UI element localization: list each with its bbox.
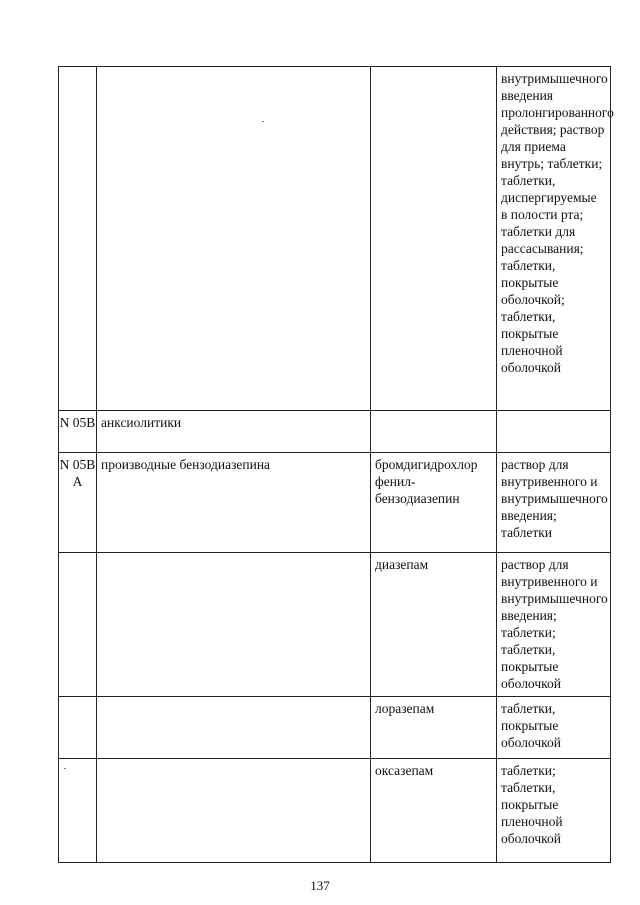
atc-code-cell — [59, 759, 97, 863]
table-row — [59, 759, 611, 863]
group-name-cell: производные бензодиазепина — [97, 453, 371, 553]
atc-code-cell: N 05B A — [59, 453, 97, 553]
dosage-forms-cell: раствор для внутривенного и внутримышечного введения; таблетки — [497, 453, 611, 553]
atc-code-cell: N 05B — [59, 411, 97, 453]
drug-name-cell: лоразепам — [371, 697, 497, 759]
dosage-forms-cell: раствор для внутривенного и внутримышечного введения; таблетки; таблетки, покрытые оболочкой — [497, 553, 611, 697]
table-row — [59, 697, 611, 759]
atc-code-cell — [59, 67, 97, 411]
drug-name-cell — [371, 411, 497, 453]
table-row — [59, 411, 611, 453]
drug-name-cell — [371, 67, 497, 411]
atc-code-cell — [59, 553, 97, 697]
medication-table — [58, 66, 614, 863]
drug-name-cell: диазепам — [371, 553, 497, 697]
group-name-cell — [97, 553, 371, 697]
dosage-forms-cell: таблетки, покрытые оболочкой — [497, 697, 611, 759]
scan-speck — [64, 768, 66, 769]
drug-name-cell: бромдигидрохлор фенил- бензодиазепин — [371, 453, 497, 553]
table-row — [59, 553, 611, 697]
group-name-cell — [97, 697, 371, 759]
table-row — [59, 67, 611, 411]
group-name-cell: анксиолитики — [97, 411, 371, 453]
group-name-cell — [97, 759, 371, 863]
table-row — [59, 453, 611, 553]
atc-code-cell — [59, 697, 97, 759]
dosage-forms-cell: таблетки; таблетки, покрытые пленочной оболочкой — [497, 759, 611, 863]
dosage-forms-cell: внутримышечного введения пролонгированного действия; раствор для приема внутрь; таблетки; таблетки, диспергируемые в полости рта; таблетки для рассасывания; таблетки, покрытые оболочкой; таблетки, покрытые пленочной оболочкой — [497, 67, 611, 411]
scan-speck — [262, 121, 264, 122]
group-name-cell — [97, 67, 371, 411]
drug-name-cell: оксазепам — [371, 759, 497, 863]
page-number: 137 — [310, 878, 330, 893]
dosage-forms-cell — [497, 411, 611, 453]
